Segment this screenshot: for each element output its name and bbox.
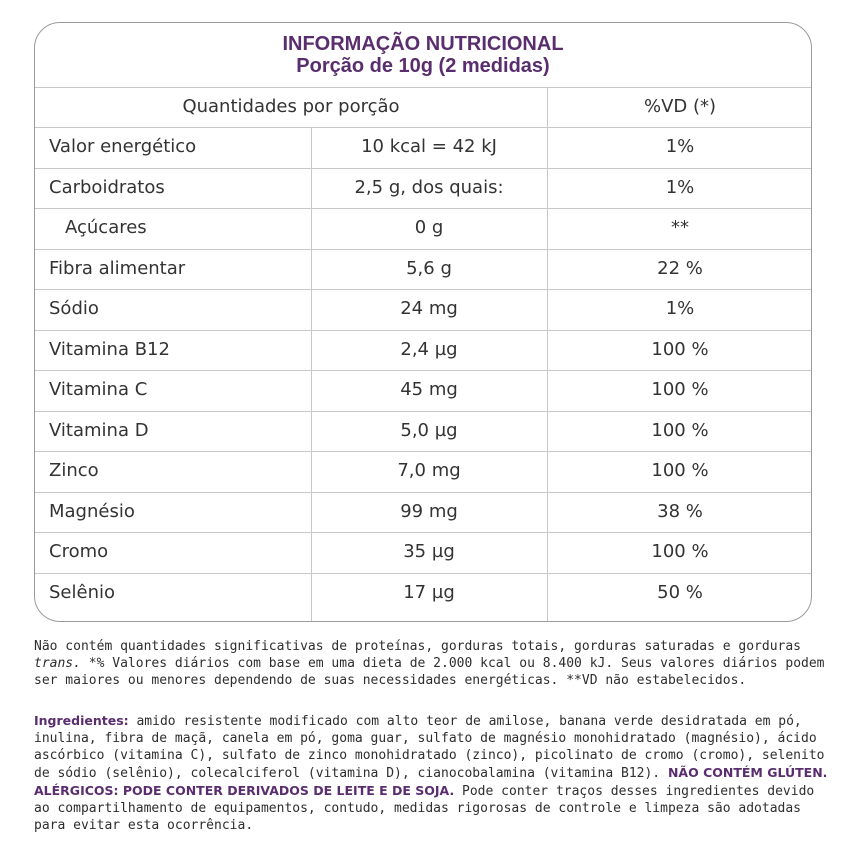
nutrient-name: Zinco <box>49 460 99 481</box>
table-title: INFORMAÇÃO NUTRICIONAL <box>282 33 564 55</box>
table-row <box>35 330 811 370</box>
nutrient-vd: 22 % <box>657 257 703 279</box>
footnote-text-a: Não contém quantidades significativas de proteínas, gorduras totais, gorduras saturadas e gorduras <box>34 639 802 654</box>
nutrient-name: Carboidratos <box>49 176 165 198</box>
allergen-warning: NÃO CONTÉM GLÚTEN. ALÉRGICOS: PODE CONTER DERIVADOS DE LEITE E DE SOJA. <box>34 765 828 798</box>
nutrient-quantity: 99 mg <box>400 500 458 522</box>
nutrient-quantity: 0 g <box>414 217 444 238</box>
nutrient-quantity: 24 mg <box>400 298 458 319</box>
nutrient-quantity: 45 mg <box>400 379 458 400</box>
nutrient-vd: 100 % <box>651 541 709 562</box>
nutrient-vd: 100 % <box>651 379 709 400</box>
nutrient-vd: 1% <box>665 176 695 198</box>
table-row <box>35 249 811 289</box>
table-header-row <box>35 87 811 127</box>
nutrition-table-panel <box>34 22 812 622</box>
nutrient-quantity: 10 kcal = 42 kJ <box>361 136 497 157</box>
footnote-text-b: *% Valores diários com base em uma dieta de 2.000 kcal ou 8.400 kJ. Seus valores diários podem ser maiores ou menores dependendo de suas necessidades energéticas. **VD não estabelecidos. <box>34 656 825 688</box>
table-row <box>35 370 811 410</box>
nutrient-name: Vitamina B12 <box>49 338 170 360</box>
nutrient-name: Vitamina D <box>49 419 149 441</box>
nutrient-vd: 100 % <box>651 419 709 441</box>
nutrient-quantity: 2,4 µg <box>400 338 458 360</box>
column-header-quantity: Quantidades por porção <box>182 96 400 117</box>
table-row <box>35 168 811 208</box>
nutrient-vd: 50 % <box>657 581 703 603</box>
nutrient-name: Cromo <box>49 541 109 562</box>
nutrient-name: Selênio <box>49 581 115 603</box>
nutrient-vd: 1% <box>665 136 695 157</box>
nutrient-name: Fibra alimentar <box>49 257 186 279</box>
nutrient-name: Vitamina C <box>49 379 148 400</box>
nutrient-name: Sódio <box>49 298 99 319</box>
serving-size: Porção de 10g (2 medidas) <box>296 55 550 77</box>
nutrient-name: Açúcares <box>65 217 147 238</box>
nutrient-vd: 100 % <box>651 338 709 360</box>
column-header-vd: %VD (*) <box>643 96 717 117</box>
ingredients-label: Ingredientes: <box>34 713 129 728</box>
nutrient-name: Magnésio <box>49 500 135 522</box>
footnote-trans: trans. <box>34 656 81 671</box>
nutrient-vd: 100 % <box>651 460 709 481</box>
nutrient-quantity: 17 µg <box>403 581 455 603</box>
table-title-block <box>35 33 811 77</box>
nutrient-quantity: 5,0 µg <box>400 419 458 441</box>
ingredients-block <box>34 712 834 834</box>
nutrient-quantity: 5,6 g <box>406 257 452 279</box>
ingredients-text: amido resistente modificado com alto teor de amilose, banana verde desidratada em pó, inulina, fibra de maçã, canela em pó, goma guar, sulfato de magnésio monohidratado (magnésio), ácido ascórbico (vitamina C), sulfato de zinco monohidratado (zinco), picolinato de cromo (cromo), selenito de sódio (selênio), colecalciferol (vitamina D), cianocobalamina (vitamina B12). <box>34 714 825 781</box>
nutrient-name: Valor energético <box>49 136 197 157</box>
nutrient-vd: 1% <box>665 298 695 319</box>
table-row <box>35 451 811 491</box>
table-row <box>35 289 811 329</box>
table-row <box>35 573 811 613</box>
table-row <box>35 127 811 167</box>
table-row <box>35 492 811 532</box>
table-row <box>35 532 811 572</box>
nutrient-quantity: 7,0 mg <box>397 460 461 481</box>
nutrient-vd: ** <box>671 217 689 238</box>
table-row <box>35 411 811 451</box>
nutrient-quantity: 35 µg <box>403 541 455 562</box>
ingredients-text-end: Pode conter traços desses ingredientes devido ao compartilhamento de equipamentos, contudo, medidas rigorosas de controle e limpeza são adotadas para evitar esta ocorrência. <box>34 784 815 833</box>
nutrient-vd: 38 % <box>657 500 703 522</box>
footnote <box>34 638 834 689</box>
nutrient-quantity: 2,5 g, dos quais: <box>354 176 504 198</box>
table-row <box>35 208 811 248</box>
